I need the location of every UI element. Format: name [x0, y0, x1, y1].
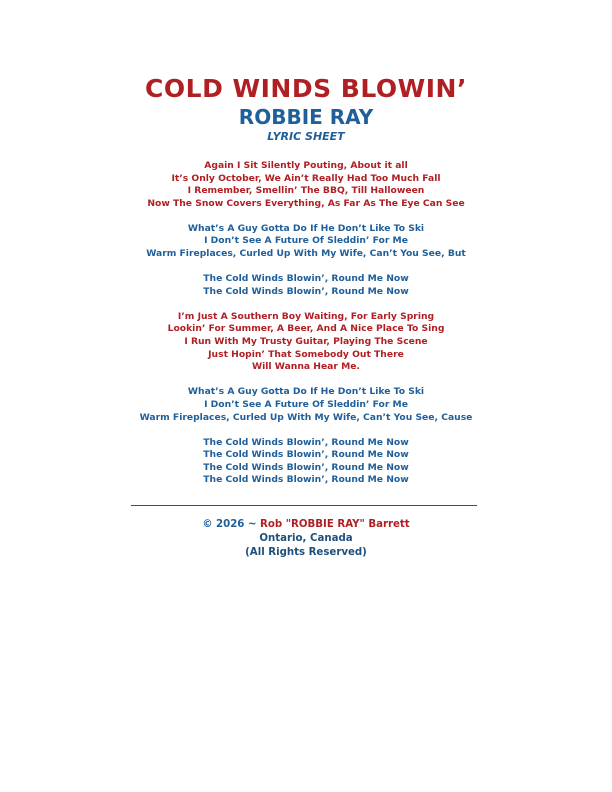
lyric-line: Warm Fireplaces, Curled Up With My Wife, Can’t You See, Cause	[139, 411, 473, 423]
lyric-stanza	[0, 273, 612, 298]
sheet-label: LYRIC SHEET	[267, 130, 345, 143]
lyric-line: The Cold Winds Blowin’, Round Me Now	[203, 436, 409, 448]
lyric-stanza	[0, 386, 612, 424]
lyric-line: Lookin’ For Summer, A Beer, And A Nice Place To Sing	[167, 323, 445, 335]
lyric-line: I Don’t See A Future Of Sleddin’ For Me	[204, 235, 408, 247]
lyric-stanza	[0, 437, 612, 487]
divider-rule	[131, 505, 477, 506]
lyric-line: Will Wanna Hear Me.	[252, 361, 360, 373]
lyric-line: The Cold Winds Blowin’, Round Me Now	[203, 273, 409, 285]
lyric-line: What’s A Guy Gotta Do If He Don’t Like To Ski	[187, 222, 425, 234]
lyric-line: Just Hopin’ That Somebody Out There	[208, 348, 404, 360]
lyric-line: I Don’t See A Future Of Sleddin’ For Me	[204, 398, 408, 410]
lyrics-block	[0, 160, 612, 499]
lyric-line: Again I Sit Silently Pouting, About it all	[204, 160, 408, 171]
copyright-line	[0, 518, 612, 532]
lyric-line: It’s Only October, We Ain’t Really Had Too Much Fall	[171, 172, 441, 184]
copyright-year: © 2026 ~	[202, 519, 261, 530]
lyric-line: Now The Snow Covers Everything, As Far As The Eye Can See	[147, 197, 465, 209]
lyric-stanza	[0, 311, 612, 374]
lyric-line: I Run With My Trusty Guitar, Playing The Scene	[184, 336, 428, 348]
song-title: COLD WINDS BLOWIN’	[145, 74, 467, 103]
lyric-line: I’m Just A Southern Boy Waiting, For Early Spring	[177, 310, 435, 322]
lyric-line: What’s A Guy Gotta Do If He Don’t Like To Ski	[187, 386, 425, 398]
lyric-line: I Remember, Smellin’ The BBQ, Till Halloween	[187, 185, 425, 197]
copyright-name: Rob "ROBBIE RAY" Barrett	[260, 519, 410, 530]
lyric-line: The Cold Winds Blowin’, Round Me Now	[203, 461, 409, 473]
lyric-line: The Cold Winds Blowin’, Round Me Now	[203, 449, 409, 461]
location-line: Ontario, Canada	[259, 533, 353, 544]
lyric-line: The Cold Winds Blowin’, Round Me Now	[203, 474, 409, 486]
lyric-line: Warm Fireplaces, Curled Up With My Wife, Can’t You See, But	[146, 248, 466, 260]
lyric-stanza	[0, 223, 612, 261]
lyric-line: The Cold Winds Blowin’, Round Me Now	[203, 285, 409, 297]
artist-name: ROBBIE RAY	[238, 105, 374, 129]
rights-line: (All Rights Reserved)	[245, 547, 367, 558]
lyric-stanza	[0, 160, 612, 210]
